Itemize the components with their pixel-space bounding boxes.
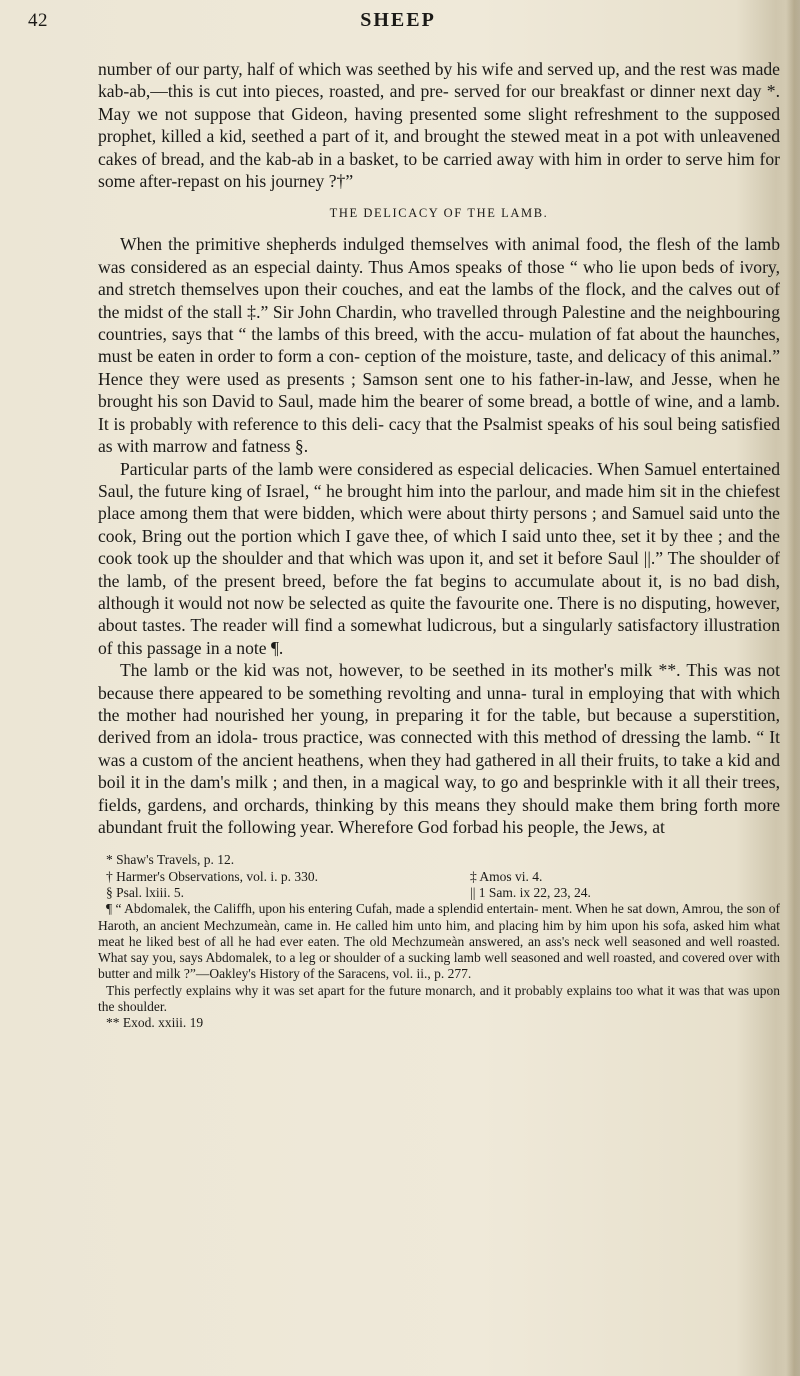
running-title: SHEEP [360,9,436,31]
footnote-6-continuation: This perfectly explains why it was set apart for the future monarch, and it probably explains too what it was that was upon the shoulder. [98,982,780,1015]
footnote-2: † Harmer's Observations, vol. i. p. 330. [106,868,319,884]
footnote-1: * Shaw's Travels, p. 12. [106,852,235,868]
footnote-4: § Psal. lxiii. 5. [106,885,185,900]
footnote-5: || 1 Sam. ix 22, 23, 24. [470,885,591,900]
page-edge-shadow [786,0,800,1376]
paragraph-4: The lamb or the kid was not, however, to be seethed in its mother's milk **. This was not because there appeared to be something revolting and unna- tural in employing that with which the mother had nourished her young, in preparing it for the table, but because a superstition, derived from an idola- trous practice, was connected with this method of dressing the lamb. “ It was a custom of the ancient heathens, when they had gathered in all their fruits, to take a kid and boil it in the dam's milk ; and then, in a magical way, to go and besprinkle with it all their trees, fields, gardens, and orchards, thinking by this means they should make them bring forth more abundant fruit the following year. Wherefore God forbad his people, the Jews, at [98,660,780,837]
paragraph-1: number of our party, half of which was seethed by his wife and served up, and the rest was made kab-ab,—this is cut into pieces, roasted, and pre- served for our breakfast or dinner next day *. May we not suppose that Gideon, having presented some slight refreshment to the supposed prophet, killed a kid, seethed a part of it, and brought the stewed meat in a pot with unleavened cakes of bread, and the kab-ab in a basket, to be carried away with him in order to serve him for some after-repast on his journey ?†” [98,59,780,192]
page-number: 42 [28,10,48,31]
footnote-7: ** Exod. xxiii. 19 [106,1015,204,1031]
page-body [98,58,780,1032]
footnotes [98,852,780,1031]
paragraph-3: Particular parts of the lamb were considered as especial delicacies. When Samuel entertained Saul, the future king of Israel, “ he brought him into the parlour, and made him sit in the chiefest place among them that were bidden, which were about thirty persons ; and Samuel said unto the cook, Bring out the portion which I gave thee, of which I said unto thee, set it by thee ; and the cook took up the shoulder and that which was upon it, and set it before Saul ||.” The shoulder of the lamb, of the present breed, before the fat begins to accumulate about it, is no bad dish, although it would not now be selected as quite the favourite one. There is no disputing, however, about tastes. The reader will find a somewhat ludicrous, but a singularly satisfactory illustration of this passage in a note ¶. [98,458,780,658]
section-heading: THE DELICACY OF THE LAMB. [329,206,549,221]
footnote-row-2 [98,869,780,885]
footnote-row-3 [98,885,780,901]
page-header [28,6,768,40]
paragraph-2: When the primitive shepherds indulged themselves with animal food, the flesh of the lamb was considered as an especial dainty. Thus Amos speaks of those “ who lie upon beds of ivory, and stretch themselves upon their couches, and eat the lambs of the flock, and the calves out of the midst of the stall ‡.” Sir John Chardin, who travelled through Palestine and the neighbouring countries, says that “ the lambs of this breed, with the accu- mulation of fat about the haunches, must be eaten in order to form a con- ception of the moisture, taste, and delicacy of this animal.” Hence they were used as presents ; Samson sent one to his father-in-law, and Jesse, when he brought his son David to Saul, made him the bearer of some bread, a bottle of wine, and a lamb. It is probably with reference to this deli- cacy that the Psalmist speaks of his soul being satisfied as with marrow and fatness §. [98,234,780,457]
footnote-6: ¶ “ Abdomalek, the Califfh, upon his entering Cufah, made a splendid entertain- ment. When he sat down, Amrou, the son of Haroth, an ancient Mechzumeàn, came in. He called him unto him, and placing him by him upon his sofa, asked him what meat he liked best of all he had ever eaten. The old Mechzumeàn answered, an ass's neck well seasoned and well roasted. What say you, says Abdomalek, to a leg or shoulder of a sucking lamb well seasoned and well roasted, and covered over with butter and milk ?”—Oakley's History of the Saracens, vol. ii., p. 277. [98,901,780,982]
footnote-3: ‡ Amos vi. 4. [470,868,543,884]
